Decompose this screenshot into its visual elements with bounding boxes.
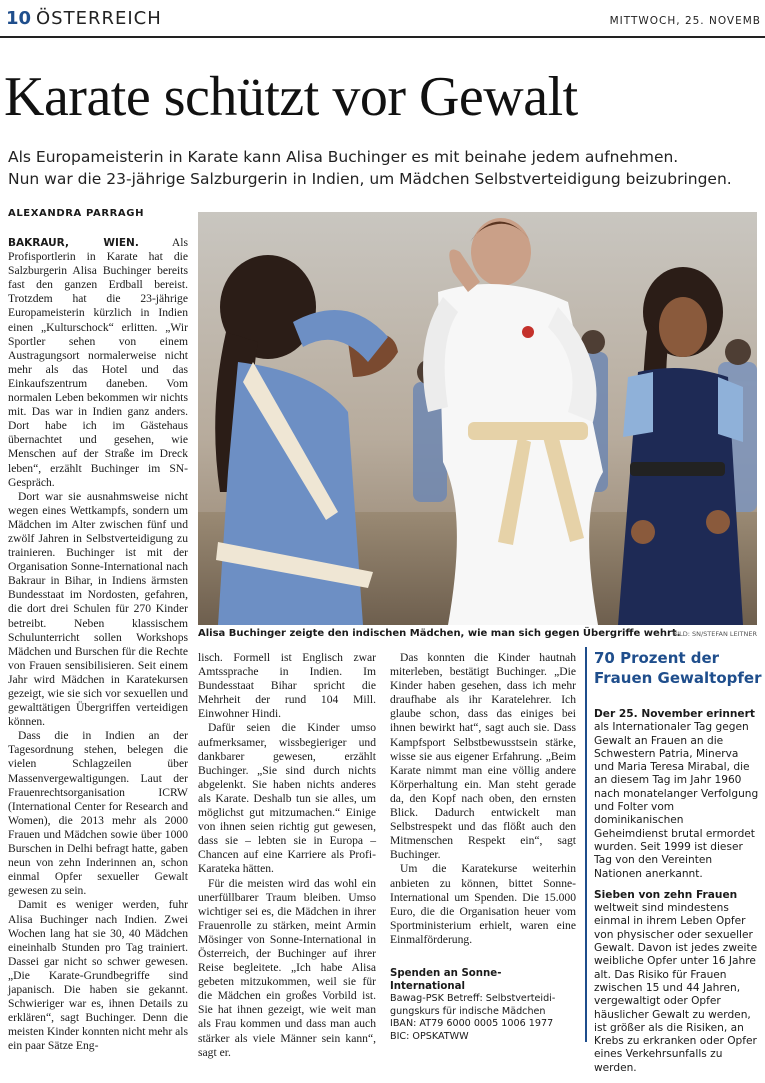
- subheadline: [8, 146, 758, 190]
- col3-paragraph-1: Das konnten die Kinder hautnah miterleben, bestätigt Buchinger. „Die Kinder haben gesehen, dass ich mehr draufhabe als ihr Karatelehrer. Ich glaube schon, dass das einiges bei ihnen bewirkt hat“, sagt auch sie. Dass Kampfsport Selbstbewusstsein stärke, wisse sie aus eigener Erfahrung. „Beim Karate nimmt man eine völlig andere Körperhaltung ein. Man steht gerade da, den Kopf nach oben, den ernsten Blick. Dadurch entwickelt man Selbstrespekt und das flößt auch den Mitmenschen Respekt ein“, sagt Buchinger.: [390, 651, 576, 862]
- donation-iban: IBAN: AT79 6000 0005 1006 1977: [390, 1018, 554, 1030]
- donation-line-2: gungskurs für indische Mädchen: [390, 1005, 546, 1017]
- infobox-p2-lead: Sieben von zehn Frauen: [594, 888, 738, 901]
- subhead-line-1: Als Europameisterin in Karate kann Alisa Buchinger es mit beinahe jedem aufnehmen.: [8, 148, 679, 166]
- article-column-2: [198, 651, 376, 1060]
- col2-paragraph-1: lisch. Formell ist Englisch zwar Amtssprache in Indien. Im Bundesstaat Bihar spricht die Mehrheit der rund 104 Mill. Einwohner Hindi.: [198, 651, 376, 721]
- infobox-body: [594, 708, 760, 1083]
- infobox-p1-lead: Der 25. November erinnert: [594, 708, 755, 720]
- donation-bic: BIC: OPSKATWW: [390, 1030, 469, 1042]
- article-column-3: [390, 651, 576, 947]
- col1-paragraph-3: Dass die in Indien an der Tagesordnung stehen, belegen die vielen Schlagzeilen über Massenvergewaltigungen. Laut der Frauenrechtsorganisation ICRW (International Center for Research and Women), die 2013 mehr als 2000 Frauen und Mädchen sowie über 1000 Burschen in Delhi befragt hatte, gaben neun von zehn Inderinnen an, schon einmal Opfer sexueller Gewalt gewesen zu sein.: [8, 729, 188, 898]
- author-byline: ALEXANDRA PARRAGH: [8, 208, 145, 219]
- dateline-place: BAKRAUR, WIEN.: [8, 237, 139, 249]
- headline: Karate schützt vor Gewalt: [4, 66, 578, 128]
- col1-paragraph-4: Damit es weniger werden, fuhr Alisa Buchinger nach Indien. Zwei Wochen lang hat sie 30, 40 Mädchen eineinhalb Stunden pro Tag trainiert. Dassei gar nicht so schwer gewesen. „Die Karate-Grundbegriffe sind japanisch. Die haben sie gekannt. Schwieriger war es, ihnen Details zu erklären“, sagt Buchinger. Denn die meisten Kinder konnten nicht mehr als ein paar Sätze Eng-: [8, 898, 188, 1053]
- col3-paragraph-2: Um die Karatekurse weiterhin anbieten zu können, bittet Sonne-International um Spenden. Die 15.000 Euro, die die Organisation heuer vom Sportministerium erhielt, waren eine Einmalförderung.: [390, 862, 576, 946]
- issue-date: MITTWOCH, 25. NOVEMB: [609, 15, 761, 27]
- col2-paragraph-3: Für die meisten wird das wohl ein unerfüllbarer Traum bleiben. Umso wichtiger sei es, die Mädchen in ihrer Frauenrolle zu stärken, meint Armin Mösinger von Sonne-International in Österreich, der Buchinger auf ihrer Reise begleitete. „Ich habe Alisa gebeten mitzukommen, weil sie für die Mädchen ein großes Vorbild ist. Sie hat ihnen gezeigt, wie weit man als Frau kommen und dass man auch stärker als viele Männer sein kann“, sagt er.: [198, 876, 376, 1059]
- donation-line-1: Bawag-PSK Betreff: Selbstverteidi-: [390, 993, 556, 1005]
- donation-title: Spenden an Sonne-International: [390, 968, 502, 992]
- infobox-title: 70 Prozent der Frauen Gewaltopfer: [594, 649, 762, 687]
- infobox-p2-text: weltweit sind mindestens einmal in ihrem Leben Opfer von physischer oder sexueller Gewalt. Davon ist jedes zweite weibliche Opfer unter 16 Jahre alt. Das Risiko für Frauen zwischen 15 und 44 Jahren, vergewaltigt oder Opfer häuslicher Gewalt zu werden, ist größer als die Risiken, an Krebs zu erkranken oder Opfer eines Verkehrsunfalls zu werden.: [594, 902, 758, 1074]
- karate-training-photo: [198, 212, 757, 625]
- col1-paragraph-1: Als Profisportlerin in Karate hat die Salzburgerin Alisa Buchinger bereits fast den ganzen Erdball bereist. Trotzdem hat die 23-jährige Europameisterin kürzlich in Indien einen „Kulturschock“ erlitten. „Wir Sportler sehen von einem Austragungsort normalerweise nicht mehr als das Hotel und das Einkaufszentrum daneben. Vom normalen Leben bekommen wir nichts mit. Das war in Indien ganz anders. Dort habe ich im Gästehaus übernachtet und gesehen, wie Menschen auf der Straße im Dreck leben“, erzählt Buchinger im SN-Gespräch.: [8, 236, 189, 489]
- col2-paragraph-2: Dafür seien die Kinder umso aufmerksamer, wissbegieriger und dankbarer gewesen, erzählt Buchinger. „Sie sind durch nichts abgelenkt. Sie haben nichts anderes als Karate. Deshalb tun sie alles, um möglichst gut mitzumachen.“ Einige von ihnen seien richtig gut gewesen, dass sie – lebten sie in Europa – Chancen auf eine Karriere als Profi-Karateka hätten.: [198, 721, 376, 876]
- photo-caption: Alisa Buchinger zeigte den indischen Mädchen, wie man sich gegen Übergriffe wehrt.: [198, 628, 681, 639]
- donation-info: [390, 968, 576, 1044]
- header-rule: [0, 36, 765, 38]
- article-photo: [198, 212, 757, 625]
- section-name: ÖSTERREICH: [36, 8, 162, 29]
- photo-credit: BILD: SN/STEFAN LEITNER: [672, 630, 757, 638]
- col1-paragraph-2: Dort war sie ausnahmsweise nicht wegen eines Wettkampfs, sondern um Mädchen im Alter zwischen fünf und zwölf Jahren in Selbstverteidigung zu trainieren. Buchinger ist mit der Organisation Sonne-International nach Bakraur in Bihar, in Indiens ärmsten Bundesstaat im Nordosten, gefahren, die dort drei Schulen für 270 Kinder betreibt. Neben klassischem Schulunterricht sollen Workshops Mädchen und Burschen für die Rechte von Frauen sensibilisieren. Seit einem Jahr wird Mädchen in Karatekursen gezeigt, wie sie sich vor sexuellen und gewalttätigen Übergriffen verteidigen können.: [8, 489, 188, 729]
- infobox-rule: [585, 647, 587, 1042]
- subhead-line-2: Nun war die 23-jährige Salzburgerin in Indien, um Mädchen Selbstverteidigung beizubringen.: [8, 170, 732, 188]
- article-column-1: [8, 236, 188, 1053]
- section-number: 10: [6, 8, 32, 29]
- infobox-p1-text: als Internationaler Tag gegen Gewalt an Frauen an die Schwestern Patria, Minerva und Maria Teresa Mirabal, die an diesem Tag im Jahr 1960 nach monatelanger Verfolgung und Folter vom dominikanischen Geheimdienst brutal ermordet wurden. Seit 1999 ist dieser Tag von den Vereinten Nationen anerkannt.: [594, 721, 759, 880]
